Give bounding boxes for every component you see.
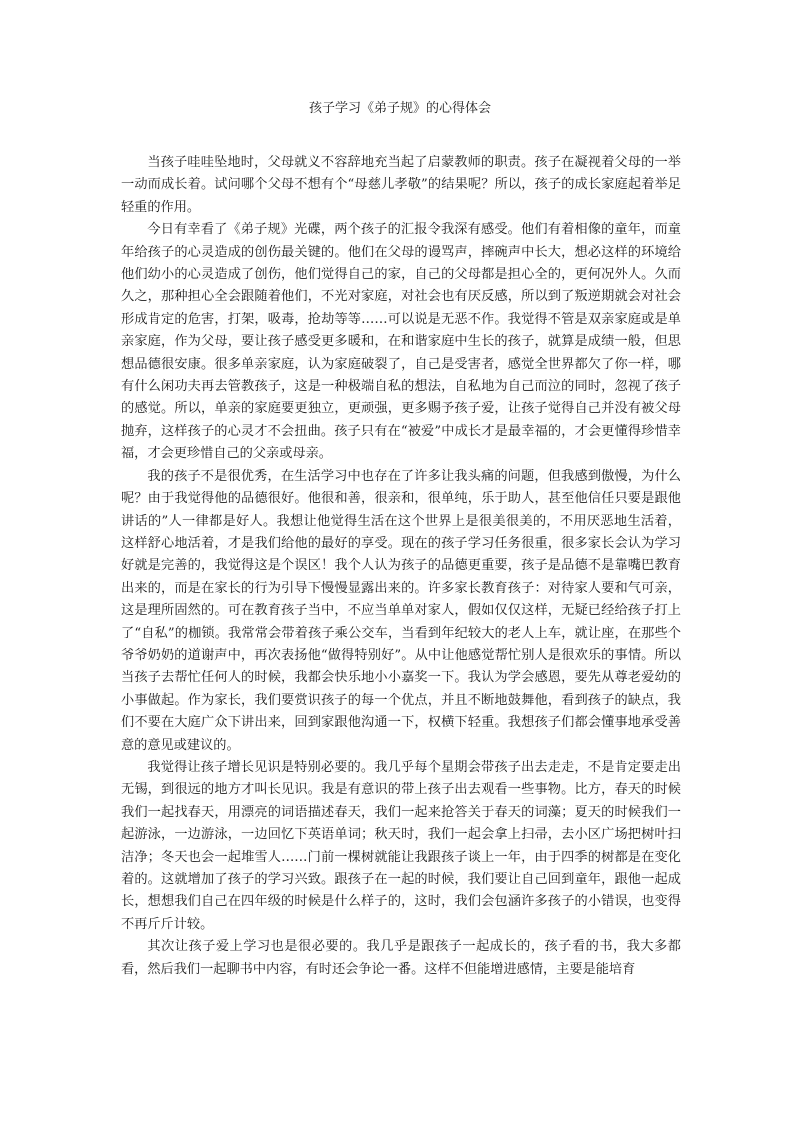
- paragraph-2: 今日有幸看了《弟子规》光碟，两个孩子的汇报令我深有感受。他们有着相像的童年，而童年给孩子的心灵造成的创伤最关键的。他们在父母的谩骂声，摔碗声中长大，想必这样的环境给他们幼小的心灵造成了创伤，他们觉得自己的家，自己的父母都是担心全的，更何况外人。久而久之，那种担心全会跟随着他们，不光对家庭，对社会也有厌反感，所以到了叛逆期就会对社会形成肯定的危害，打架，吸毒，抢劫等等……可以说是无恶不作。我觉得不管是双亲家庭或是单亲家庭，作为父母，要让孩子感受更多暖和，在和谐家庭中生长的孩子，就算是成绩一般，但思想品德很安康。很多单亲家庭，认为家庭破裂了，自己是受害者，感觉全世界都欠了你一样，哪有什么闲功夫再去管教孩子，这是一种极端自私的想法，自私地为自己而泣的同时，忽视了孩子的感觉。所以，单亲的家庭要更独立，更顽强，更多赐予孩子爱，让孩子觉得自己并没有被父母抛弃，这样孩子的心灵才不会扭曲。孩子只有在“被爱”中成长才是最幸福的，才会更懂得珍惜幸福，才会更珍惜自己的父亲或母亲。: [121, 222, 681, 462]
- page-title: 孩子学习《弟子规》的心得体会: [308, 101, 491, 116]
- paragraph-5: 其次让孩子爱上学习也是很必要的。我几乎是跟孩子一起成长的，孩子看的书，我大多都看，然后我们一起聊书中内容，有时还会争论一番。这样不但能增进感情，主要是能培育: [121, 939, 681, 977]
- paragraph-1: 当孩子哇哇坠地时，父母就义不容辞地充当起了启蒙教师的职责。孩子在凝视着父母的一举一动而成长着。试问哪个父母不想有个“母慈儿孝敬”的结果呢？所以，孩子的成长家庭起着举足轻重的作用。: [121, 155, 681, 215]
- paragraph-3: 我的孩子不是很优秀，在生活学习中也存在了许多让我头痛的问题，但我感到傲慢，为什么呢？由于我觉得他的品德很好。他很和善，很亲和，很单纯，乐于助人，甚至他信任只要是跟他讲话的”人一律都是好人。我想让他觉得生活在这个世界上是很美很美的，不用厌恶地生活着，这样舒心地活着，才是我们给他的最好的享受。现在的孩子学习任务很重，很多家长会认为学习好就是完善的，我觉得这是个误区！我个人认为孩子的品德更重要，孩子是品德不是靠嘴巴教育出来的，而是在家长的行为引导下慢慢显露出来的。许多家长教育孩子：对待家人要和气可亲，这是理所固然的。可在教育孩子当中，不应当单单对家人，假如仅仅这样，无疑已经给孩子打上了“自私”的枷锁。我常常会带着孩子乘公交车，当看到年纪较大的老人上车，就让座，在那些个爷爷奶奶的道谢声中，再次表扬他“做得特别好”。从中让他感觉帮忙别人是很欢乐的事情。所以当孩子去帮忙任何人的时候，我都会快乐地小小嘉奖一下。我认为学会感恩，要先从尊老爱幼的小事做起。作为家长，我们要赏识孩子的每一个优点，并且不断地鼓舞他，看到孩子的缺点，我们不要在大庭广众下讲出来，回到家跟他沟通一下，权横下轻重。我想孩子们都会懂事地承受善意的意见或建议的。: [121, 468, 681, 753]
- document-body: [121, 152, 681, 981]
- paragraph-4: 我觉得让孩子增长见识是特别必要的。我几乎每个星期会带孩子出去走走，不是肯定要走出无锡，到很远的地方才叫长见识。我是有意识的带上孩子出去观看一些事物。比方，春天的时候我们一起找春天，用漂亮的词语描述春天，我们一起来抢答关于春天的词藻；夏天的时候我们一起游泳，一边游泳，一边回忆下英语单词；秋天时，我们一起会拿上扫帚，去小区广场把树叶扫洁净；冬天也会一起堆雪人……门前一棵树就能让我跟孩子谈上一年，由于四季的树都是在变化着的。这就增加了孩子的学习兴致。跟孩子在一起的时候，我们要让自己回到童年，跟他一起成长，想想我们自己在四年级的时候是什么样子的，这时，我们会包涵许多孩子的小错误，也变得不再斤斤计较。: [121, 759, 681, 932]
